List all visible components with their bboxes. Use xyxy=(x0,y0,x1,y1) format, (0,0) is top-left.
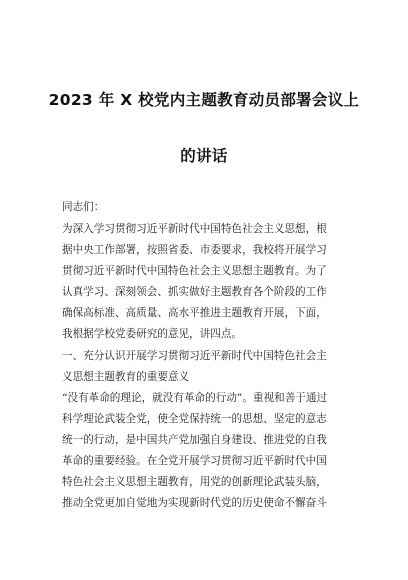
paragraph-line: 统一的行动，是中国共产党加强自身建设、推进党的自我 xyxy=(62,434,327,446)
paragraph-line: 为深入学习贯彻习近平新时代中国特色社会主义思想，根 xyxy=(62,223,327,235)
paragraph-line: 确保高标准、高质量、高水平推进主题教育开展，下面， xyxy=(62,307,327,319)
paragraph-line: 特色社会主义思想主题教育，用党的创新理论武装头脑， xyxy=(62,476,327,488)
paragraph-line: 科学理论武装全党，使全党保持统一的思想、坚定的意志 xyxy=(62,413,327,425)
paragraph-line: 贯彻习近平新时代中国特色社会主义思想主题教育。为了 xyxy=(62,265,327,277)
document-title-line-1: 2023 年 X 校党内主题教育动员部署会议上 xyxy=(48,91,360,109)
section-heading-line: 义思想主题教育的重要意义 xyxy=(62,371,190,383)
paragraph-line: 我根据学校党委研究的意见，讲四点。 xyxy=(62,328,243,340)
salutation: 同志们： xyxy=(62,201,105,213)
paragraph-line: 认真学习、深刻领会、抓实做好主题教育各个阶段的工作 xyxy=(62,286,327,298)
paragraph-line: 据中央工作部署，按照省委、市委要求，我校将开展学习 xyxy=(62,244,327,256)
paragraph-line: 推动全党更加自觉地为实现新时代党的历史使命不懈奋斗 xyxy=(62,497,327,509)
paragraph-line: 革命的重要经验。在全党开展学习贯彻习近平新时代中国 xyxy=(62,455,327,467)
paragraph-line: “没有革命的理论，就没有革命的行动”。重视和善于通过 xyxy=(62,392,328,404)
section-heading-line: 一、充分认识开展学习贯彻习近平新时代中国特色社会主 xyxy=(62,350,327,362)
document-title-line-2: 的讲话 xyxy=(180,147,228,165)
